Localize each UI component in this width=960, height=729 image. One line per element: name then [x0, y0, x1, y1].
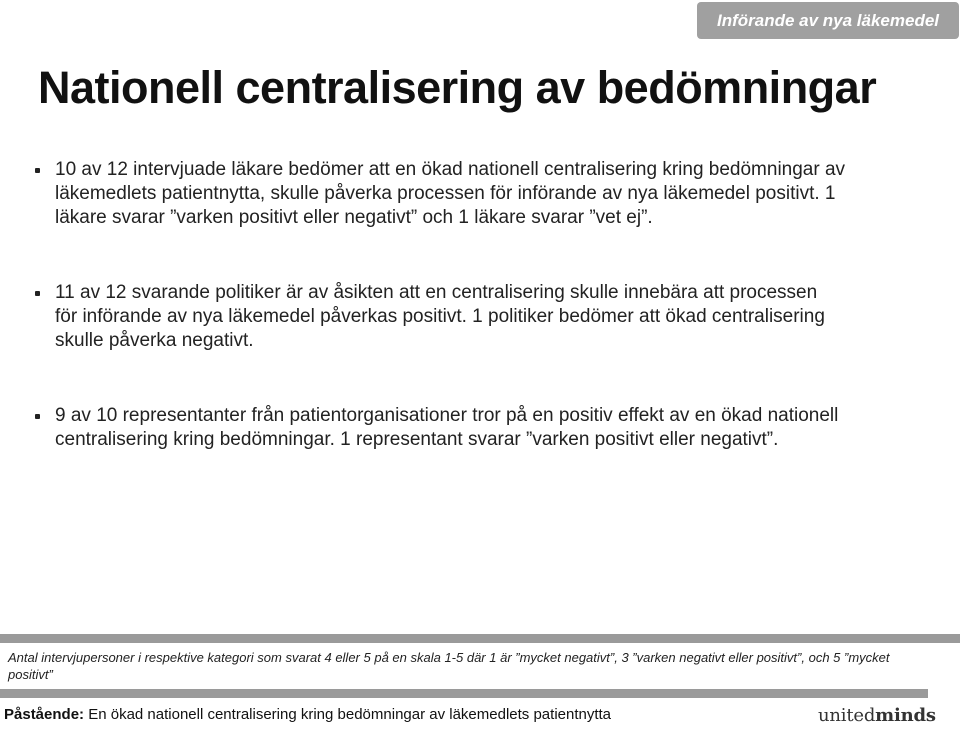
statement-text: En ökad nationell centralisering kring bedömningar av läkemedlets patientnytta: [84, 706, 612, 723]
logo-text-minds: minds: [875, 705, 936, 726]
bullet-item: [35, 158, 855, 230]
bullet-text: 11 av 12 svarande politiker är av åsikten att en centralisering skulle innebära att processen för införande av nya läkemedel påverkas positivt. 1 politiker bedömer att ökad centralisering skulle påverka negativt.: [55, 282, 825, 351]
bullet-item: [35, 281, 835, 353]
footer-divider-top: [0, 634, 960, 643]
statement: [4, 705, 611, 725]
footnote: Antal intervjupersoner i respektive kategori som svarat 4 eller 5 på en skala 1-5 där 1 är ”mycket negativt”, 3 ”varken negativt eller positivt”, och 5 ”mycket positivt”: [8, 650, 890, 682]
section-tag: Införande av nya läkemedel: [697, 2, 959, 39]
bullet-marker: [35, 291, 40, 296]
bullet-list: [35, 158, 915, 452]
page-title: Nationell centralisering av bedömningar: [38, 62, 877, 113]
bullet-text: 9 av 10 representanter från patientorganisationer tror på en positiv effekt av en ökad nationell centralisering kring bedömningar. 1 representant svarar ”varken positivt eller negativt”.: [55, 405, 839, 450]
bullet-item: [35, 404, 855, 452]
statement-label: Påstående:: [4, 706, 85, 723]
logo-text-united: united: [818, 705, 876, 726]
bullet-marker: [35, 168, 40, 173]
brand-logo: [818, 705, 936, 726]
bullet-text: 10 av 12 intervjuade läkare bedömer att en ökad nationell centralisering kring bedömningar av läkemedlets patientnytta, skulle påverka processen för införande av nya läkemedel positivt. 1 läkare svarar ”varken positivt eller negativt” och 1 läkare svarar ”vet ej”.: [55, 159, 846, 228]
footer-divider-bottom: [0, 689, 928, 698]
bullet-marker: [35, 414, 40, 419]
